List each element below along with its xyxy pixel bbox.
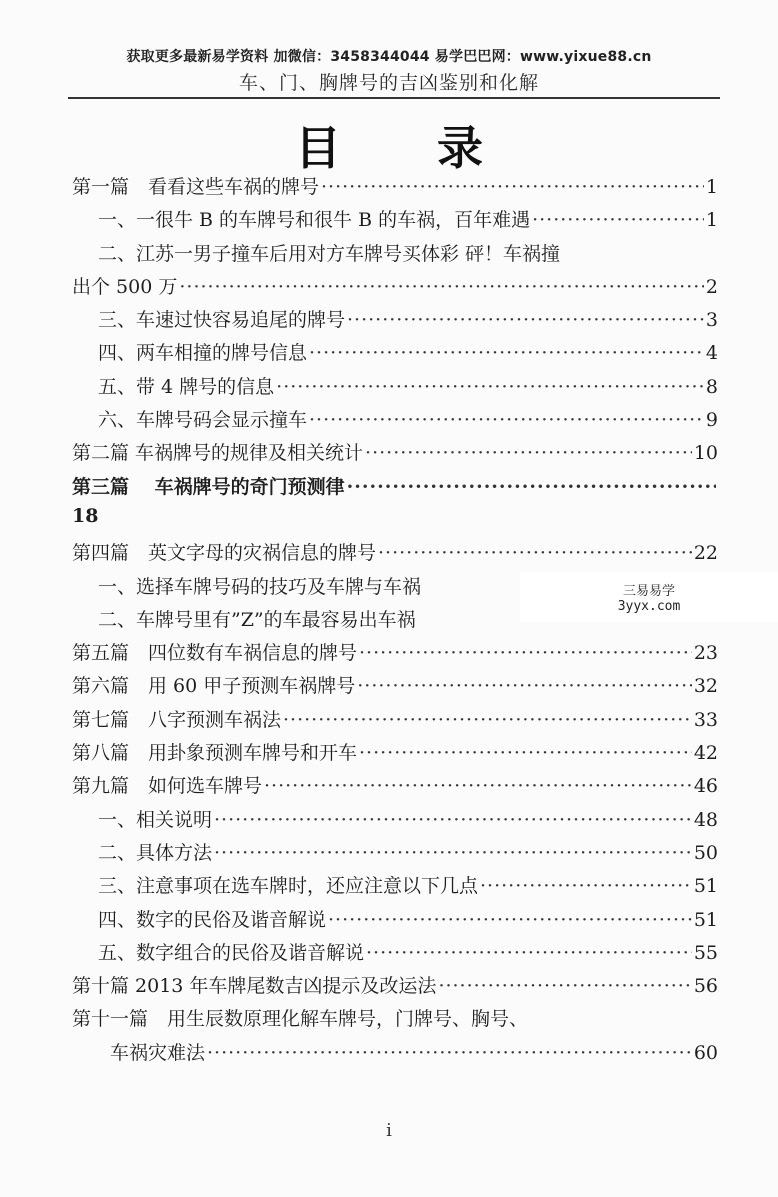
- toc-entry-label: 第二篇 车祸牌号的规律及相关统计: [72, 442, 364, 465]
- toc-entry-page: 50: [693, 841, 718, 864]
- toc-entry-page: 9: [705, 409, 718, 432]
- toc-entry: [72, 438, 718, 471]
- toc-entry: [72, 705, 718, 738]
- toc-entry: [72, 538, 718, 571]
- toc-entry: [72, 838, 718, 871]
- toc-leader-dots: [366, 942, 692, 964]
- toc-entry: [72, 505, 718, 538]
- toc-leader-dots: [276, 376, 704, 398]
- toc-entry-label: 18: [72, 504, 99, 527]
- toc-entry-label: 二、江苏一男子撞车后用对方车牌号买体彩 砰！车祸撞: [98, 242, 561, 265]
- toc-leader-dots: [532, 209, 704, 231]
- toc-leader-dots: [207, 1042, 692, 1064]
- toc-entry-page: 4: [705, 342, 718, 365]
- toc-entry-label: 一、相关说明: [98, 808, 213, 831]
- toc-entry-page: 1: [705, 209, 718, 232]
- toc-entry-page: 42: [693, 742, 718, 765]
- toc-entry-page: 60: [693, 1041, 718, 1064]
- toc-entry-page: 22: [693, 542, 718, 565]
- page-title: 目 录: [294, 121, 523, 175]
- toc-leader-dots: [359, 642, 692, 664]
- toc-entry: [72, 372, 718, 405]
- toc-entry-label: 一、一很牛 B 的车牌号和很牛 B 的车祸，百年难遇: [98, 209, 531, 232]
- toc-entry-label: 第三篇 车祸牌号的奇门预测律: [72, 475, 345, 498]
- toc-entry-page: 32: [693, 675, 718, 698]
- toc-entry-page: 46: [693, 775, 718, 798]
- toc-entry: [72, 1038, 718, 1071]
- toc-entry-label: 第五篇 四位数有车祸信息的牌号: [72, 642, 358, 665]
- toc-leader-dots: [357, 675, 692, 697]
- toc-entry-page: 8: [705, 375, 718, 398]
- toc-entry-page: 2: [705, 275, 718, 298]
- toc-entry: [72, 971, 718, 1004]
- toc-leader-dots: [321, 176, 704, 198]
- toc-entry-label: 第十篇 2013 年车牌尾数吉凶提示及改运法: [72, 975, 437, 998]
- toc-leader-dots: [359, 742, 692, 764]
- toc-entry: [72, 805, 718, 838]
- toc-leader-dots: [480, 875, 692, 897]
- toc-entry: [72, 338, 718, 371]
- toc-leader-dots: [328, 909, 692, 931]
- toc-entry-label: 六、车牌号码会显示撞车: [98, 409, 308, 432]
- toc-entry-label: 第一篇 看看这些车祸的牌号: [72, 176, 320, 198]
- toc-entry-page: 23: [693, 642, 718, 665]
- toc-entry: [72, 172, 718, 205]
- toc-entry-label: 第四篇 英文字母的灾祸信息的牌号: [72, 542, 377, 565]
- toc-entry: [72, 905, 718, 938]
- toc-entry-label: 出个 500 万: [72, 275, 178, 298]
- toc-entry-label: 二、具体方法: [98, 841, 213, 864]
- toc-entry: [72, 871, 718, 904]
- toc-entry-label: 五、带 4 牌号的信息: [98, 375, 275, 398]
- toc-entry: [72, 1004, 718, 1037]
- toc-entry-page: 10: [693, 442, 718, 465]
- watermark-line2: 3yyx.com: [617, 599, 681, 614]
- toc-entry-page: 56: [693, 975, 718, 998]
- toc-leader-dots: [283, 709, 692, 731]
- toc-entry-label: 一、选择车牌号码的技巧及车牌与车祸: [98, 575, 422, 598]
- toc-leader-dots: [438, 975, 691, 997]
- toc-leader-dots: [378, 542, 692, 564]
- toc-entry-page: 51: [693, 875, 718, 898]
- toc-leader-dots: [347, 309, 704, 331]
- toc-entry: [72, 738, 718, 771]
- toc-entry-label: 二、车牌号里有”Z”的车最容易出车祸: [98, 608, 416, 631]
- toc-entry-label: 四、两车相撞的牌号信息: [98, 342, 308, 365]
- toc-entry-page: 48: [693, 808, 718, 831]
- toc-entry-label: 三、注意事项在选车牌时，还应注意以下几点: [98, 875, 479, 898]
- toc-entry-label: 第九篇 如何选车牌号: [72, 775, 263, 798]
- toc-leader-dots: [214, 809, 692, 831]
- toc-entry-label: 五、数字组合的民俗及谐音解说: [98, 941, 365, 964]
- watermark-box: [520, 572, 778, 622]
- toc-entry: [72, 472, 718, 505]
- toc-entry: [72, 671, 718, 704]
- toc-leader-dots: [309, 342, 704, 364]
- toc-entry: [72, 305, 718, 338]
- toc-entry-page: 33: [693, 708, 718, 731]
- toc-leader-dots: [347, 476, 716, 498]
- toc-entry: [72, 239, 718, 272]
- toc-entry: [72, 771, 718, 804]
- toc-entry-page: 55: [693, 941, 718, 964]
- toc-entry-page: 3: [705, 309, 718, 332]
- toc-entry-label: 四、数字的民俗及谐音解说: [98, 908, 327, 931]
- toc-entry-page: 51: [693, 908, 718, 931]
- page-number: i: [386, 1120, 392, 1141]
- toc-entry: [72, 938, 718, 971]
- watermark-line1: 三易易学: [622, 584, 675, 599]
- toc-leader-dots: [179, 276, 704, 298]
- toc-leader-dots: [309, 409, 704, 431]
- header-rule: [68, 97, 720, 99]
- toc-entry: [72, 205, 718, 238]
- toc-entry-label: 第十一篇 用生辰数原理化解车牌号，门牌号、胸号、: [72, 1008, 529, 1031]
- toc-leader-dots: [365, 442, 692, 464]
- toc-entry-page: 1: [705, 176, 718, 198]
- toc-entry-label: 车祸灾难法: [110, 1041, 206, 1064]
- toc-entry: [72, 638, 718, 671]
- toc-leader-dots: [214, 842, 692, 864]
- running-head: 车、门、胸牌号的吉凶鉴别和化解: [238, 72, 539, 94]
- toc-entry-label: 三、车速过快容易追尾的牌号: [98, 309, 346, 332]
- toc-entry-label: 第七篇 八字预测车祸法: [72, 708, 282, 731]
- toc-entry-label: 第六篇 用 60 甲子预测车祸牌号: [72, 675, 356, 698]
- toc-entry-label: 第八篇 用卦象预测车牌号和开车: [72, 742, 358, 765]
- header-watermark: 获取更多最新易学资料 加微信：3458344044 易学巴巴网：www.yixue88.cn: [126, 49, 652, 65]
- toc-leader-dots: [264, 775, 692, 797]
- toc-entry: [72, 405, 718, 438]
- toc-entry: [72, 272, 718, 305]
